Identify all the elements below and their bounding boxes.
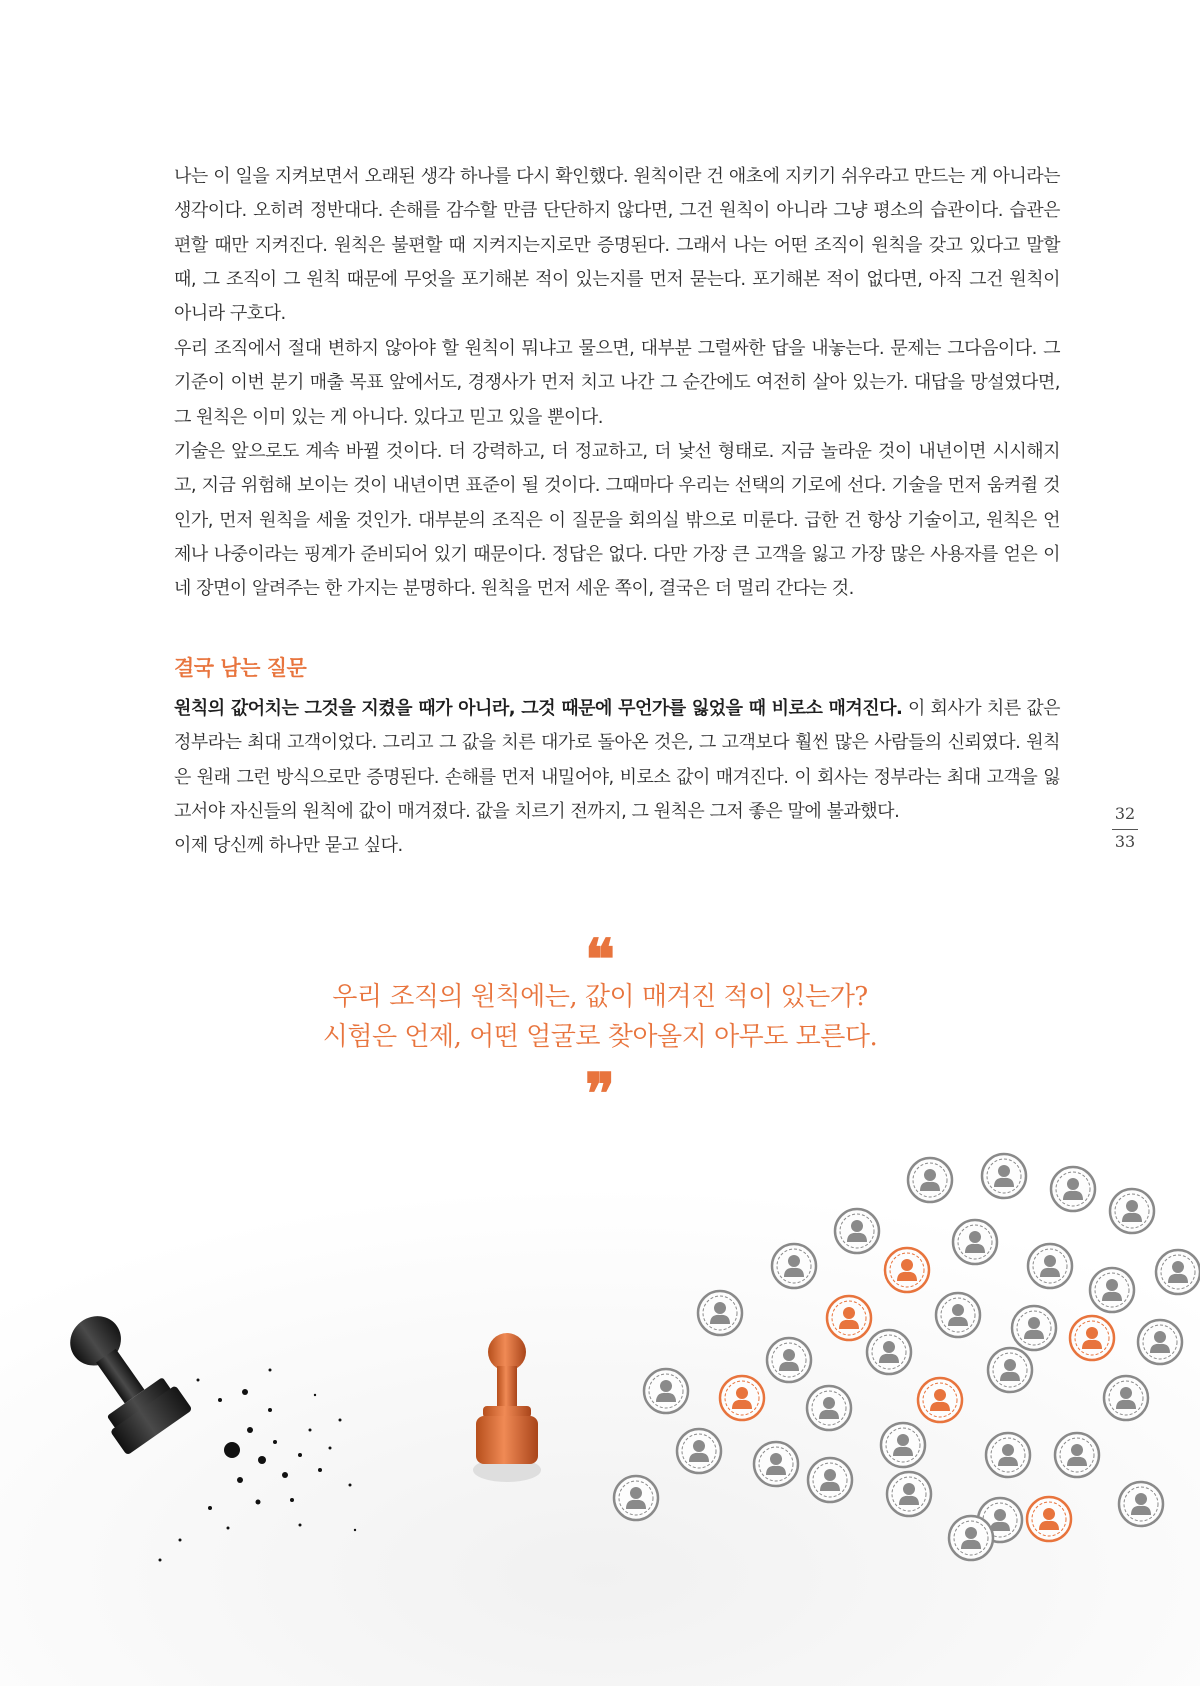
person-icon [885,1248,929,1292]
person-icon [698,1291,742,1335]
person-icon [918,1378,962,1422]
person-icon [1110,1189,1154,1233]
page-number-left: 32 [1114,804,1136,823]
paragraph-3: 기술은 앞으로도 계속 바뀔 것이다. 더 강력하고, 더 정교하고, 더 낯선 형태로. 지금 놀라운 것이 내년이면 시시해지고, 지금 위험해 보이는 것이 내년이면 표준이 될 것이다. 그때마다 우리는 선택의 기로에 선다. 기술을 먼저 움켜쥘 것인가, 먼저 원칙을 세울 것인가. 대부분의 조직은 이 질문을 회의실 밖으로 미룬다. 급한 건 항상 기술이고, 원칙은 언제나 나중이라는 핑계가 준비되어 있기 때문이다. 정답은 없다. 다만 가장 큰 고객을 잃고 가장 많은 사용자를 얻은 이 네 장면이 알려주는 한 가지는 분명하다. 원칙을 먼저 세운 쪽이, 결국은 더 멀리 간다는 것. [174,441,1060,600]
open-quote-icon: ❝ [584,927,616,993]
person-icon [1055,1433,1099,1477]
person-icon [1028,1244,1072,1288]
person-icon [982,1154,1026,1198]
person-icon [1027,1497,1071,1541]
person-icon [1070,1316,1114,1360]
person-icon [677,1429,721,1473]
paragraph-5: 이제 당신께 하나만 묻고 싶다. [174,835,403,856]
person-icon [1119,1482,1163,1526]
person-icon [908,1158,952,1202]
page-number-divider [1112,829,1138,830]
page-number-right: 33 [1114,832,1136,851]
paragraph-4 [174,692,1060,829]
paragraph-1: 나는 이 일을 지켜보면서 오래된 생각 하나를 다시 확인했다. 원칙이란 건 애초에 지키기 쉬우라고 만드는 게 아니라는 생각이다. 오히려 정반대다. 손해를 감수할 만큼 단단하지 않다면, 그건 원칙이 아니라 그냥 평소의 습관이다. 습관은 편할 때만 지켜진다. 원칙은 불편할 때 지켜지는지로만 증명된다. 그래서 나는 어떤 조직이 원칙을 갖고 있다고 말할 때, 그 조직이 그 원칙 때문에 무엇을 포기해본 적이 있는지를 먼저 묻는다. 포기해본 적이 없다면, 아직 그건 원칙이 아니라 구호다. [174,166,1060,325]
person-icon [1090,1268,1134,1312]
close-quote-icon: ❞ [584,1061,616,1127]
person-icon [867,1330,911,1374]
person-icon [614,1476,658,1520]
person-icon [949,1516,993,1560]
person-icon [936,1293,980,1337]
person-icon [953,1220,997,1264]
person-icon [1138,1320,1182,1364]
person-icon [887,1472,931,1516]
person-icon [1012,1306,1056,1350]
person-icon [1051,1167,1095,1211]
person-icon [835,1209,879,1253]
person-icon [988,1348,1032,1392]
paragraph-4-body: 이 회사가 치른 값은 정부라는 최대 고객이었다. 그리고 그 값을 치른 대가로 돌아온 것은, 그 고객보다 훨씬 많은 사람들의 신뢰였다. 원칙은 원래 그런 방식으로만 증명된다. 손해를 먼저 내밀어야, 비로소 값이 매겨진다. 이 회사는 정부라는 최대 고객을 잃고서야 자신들의 원칙에 값이 매겨졌다. 값을 치르기 전까지, 그 원칙은 그저 좋은 말에 불과했다. [174,698,1060,822]
person-icon [772,1244,816,1288]
person-icon [827,1296,871,1340]
person-icon [720,1376,764,1420]
section-title: 결국 남는 질문 [174,656,307,680]
paragraph-2: 우리 조직에서 절대 변하지 않아야 할 원칙이 뭐냐고 물으면, 대부분 그럴싸한 답을 내놓는다. 문제는 그다음이다. 그 기준이 이번 분기 매출 목표 앞에서도, 경쟁사가 먼저 치고 나간 그 순간에도 여전히 살아 있는가. 대답을 망설였다면, 그 원칙은 이미 있는 게 아니다. 있다고 믿고 있을 뿐이다. [174,338,1060,428]
person-icon [644,1369,688,1413]
person-icon [1156,1250,1200,1294]
pull-quote-line-1: 우리 조직의 원칙에는, 값이 매겨진 적이 있는가? [332,982,868,1012]
paragraph-4-emphasis: 원칙의 값어치는 그것을 지켰을 때가 아니라, 그것 때문에 무언가를 잃었을 때 비로소 매겨진다. [174,698,903,719]
person-icon [881,1423,925,1467]
person-icon [807,1386,851,1430]
stamps-and-people-illustration [0,1130,1200,1686]
person-icon [754,1442,798,1486]
person-icon [1104,1376,1148,1420]
pull-quote-line-2: 시험은 언제, 어떤 얼굴로 찾아올지 아무도 모른다. [322,1022,878,1052]
person-icon [808,1458,852,1502]
person-icon [767,1338,811,1382]
person-icon [986,1433,1030,1477]
